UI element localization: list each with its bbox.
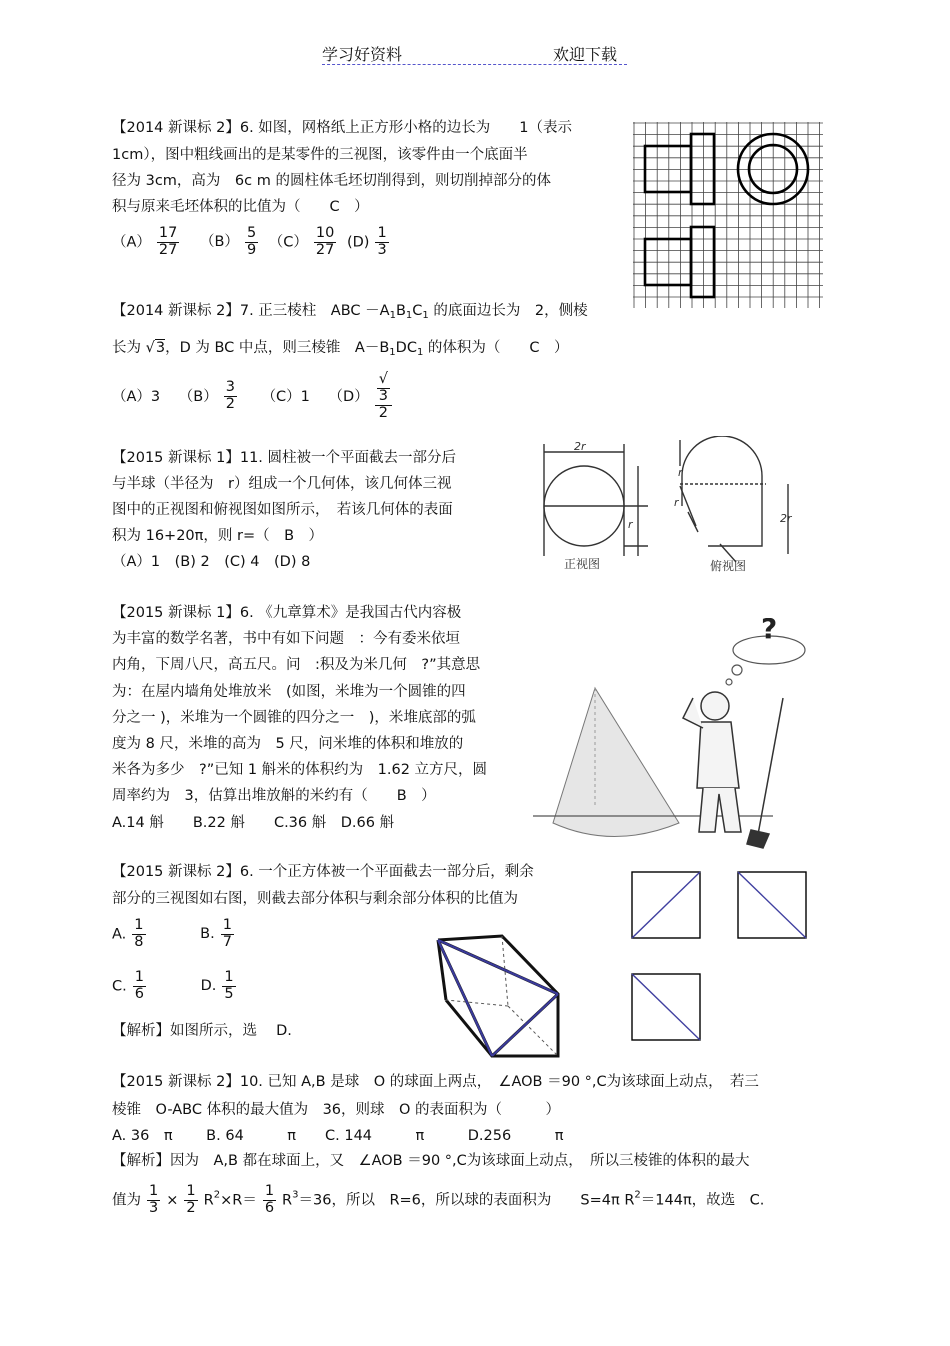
q4-line: 内角，下周八尺，高五尺。问 :积及为米几何 ?”其意思 <box>112 657 481 673</box>
q4-line: 米各为多少 ?”已知 1 斛米的体积约为 1.62 立方尺，圆 <box>112 762 488 778</box>
q4-line: A.14 斛 B.22 斛 C.36 斛 D.66 斛 <box>112 815 395 831</box>
q6-line1: 【2015 新课标 2】10. 已知 A,B 是球 O 的球面上两点， ∠AOB ＝90 °,C为该球面上动点， 若三 <box>112 1074 759 1090</box>
q5-option-label: C. <box>112 978 127 995</box>
q2-option-d-fraction: √ 3 2 <box>375 372 392 422</box>
q3-label-2r: 2r <box>574 440 586 453</box>
q5-three-views <box>630 870 812 1042</box>
q5-line: 【2015 新课标 2】6. 一个正方体被一个平面截去一部分后，剩余 <box>112 864 534 880</box>
q1-grid-figure <box>633 122 823 308</box>
q5-option-label: D. <box>200 978 217 995</box>
q4-line: 分之一 )，米堆为一个圆锥的四分之一 )，米堆底部的弧 <box>112 710 476 726</box>
q5-options-row1 <box>112 918 240 951</box>
q4-question-mark: ? <box>761 618 778 645</box>
q5-line: 部分的三视图如右图，则截去部分体积与剩余部分体积的比值为 <box>112 891 518 907</box>
header-right: 欢迎下载 <box>553 45 618 64</box>
q2-options <box>112 372 398 422</box>
q3-front-view-caption: 正视图 <box>564 557 601 571</box>
q5-option-fraction: $\frac{1}{7}$ <box>222 917 232 950</box>
q1-option-fraction: $\frac{5}{9}$ <box>246 225 257 258</box>
q5-option-label: A. <box>112 926 127 943</box>
q6-line4: 【解析】因为 A,B 都在球面上，又 ∠AOB ＝90 °,C为该球面上动点， 所以三棱锥的体积的最大 <box>112 1153 750 1169</box>
q5-option-fraction: $\frac{1}{5}$ <box>224 969 234 1002</box>
q6-line2: 棱锥 O-ABC 体积的最大值为 36，则球 O 的表面积为（ ） <box>112 1102 561 1118</box>
q1-option-fraction: $\frac{17}{27}$ <box>158 225 178 258</box>
q3-label-r: r <box>628 518 633 531</box>
q3-line: 积为 16+20π，则 r=（ B ） <box>112 528 324 544</box>
q2-option-a: （A）3 <box>112 388 161 405</box>
q2-option-b: （B） <box>178 388 218 405</box>
header-divider <box>322 64 627 65</box>
q6-solution-formula: 值为 $\frac{1}{3}$ × $\frac{1}{2}$ $R^2\times R=$ $\frac{1}{6}$ $R^3=36$，所以 R=6，所以球的表面积为 S=4π $R^2=144\pi$，故选 C. <box>112 1183 765 1216</box>
q2-line1: 【2014 新课标 2】7. 正三棱柱 ABC $-A_1B_1C_1$ 的底面边长为 2，侧棱 <box>112 303 588 321</box>
q2-option-d: （D） <box>328 388 369 405</box>
q3-figure <box>530 436 810 576</box>
q5-options-row2 <box>112 970 242 1003</box>
q3-label-2r-side: 2r <box>780 512 792 525</box>
q4-line: 【2015 新课标 1】6. 《九章算术》是我国古代内容极 <box>112 605 462 621</box>
q2-option-b-fraction: $\frac{3}{2}$ <box>225 379 235 413</box>
q1-option-fraction: $\frac{1}{3}$ <box>377 225 387 258</box>
q5-cube-figure <box>432 930 582 1058</box>
q3-top-view-caption: 俯视图 <box>710 559 747 573</box>
q1-option-label: (D) <box>346 234 370 251</box>
q2-line2: 长为 √3，D 为 BC 中点，则三棱锥 $A-B_1DC_1$ 的体积为（ C ） <box>112 340 569 358</box>
q1-option-label: （C） <box>268 234 308 251</box>
q3-label-r3: r <box>674 496 679 509</box>
q1-line: 1cm），图中粗线画出的是某零件的三视图，该零件由一个底面半 <box>112 147 528 163</box>
q1-line: 【2014 新课标 2】6. 如图，网格纸上正方形小格的边长为 1（表示 <box>112 120 573 136</box>
q5-option-label: B. <box>200 926 215 943</box>
q3-line: 图中的正视图和俯视图如图所示， 若该几何体的表面 <box>112 502 453 518</box>
q6-line3: A. 36 π B. 64 π C. 144 π D.256 π <box>112 1128 564 1144</box>
q1-option-fraction: $\frac{10}{27}$ <box>315 225 335 258</box>
header-left: 学习好资料 <box>322 45 403 64</box>
q2-option-c: （C）1 <box>261 388 310 405</box>
q4-line: 周率约为 3，估算出堆放斛的米约有（ B ） <box>112 788 436 804</box>
q1-option-label: （A） <box>112 234 151 251</box>
q1-line: 径为 3cm，高为 6c m 的圆柱体毛坯切削得到，则切削掉部分的体 <box>112 173 551 189</box>
q3-line: 【2015 新课标 1】11. 圆柱被一个平面截去一部分后 <box>112 450 457 466</box>
q4-line: 度为 8 尺，米堆的高为 5 尺，问米堆的体积和堆放的 <box>112 736 464 752</box>
q1-line: 积与原来毛坯体积的比值为（ C ） <box>112 199 369 215</box>
q4-rice-pile-illustration <box>533 618 817 852</box>
q3-label-r2: r <box>678 466 683 479</box>
q3-line: 与半球（半径为 r）组成一个几何体，该几何体三视 <box>112 476 452 492</box>
q4-line: 为：在屋内墙角处堆放米 (如图，米堆为一个圆锥的四 <box>112 684 466 700</box>
q5-option-fraction: $\frac{1}{6}$ <box>134 969 144 1002</box>
q5-answer: 【解析】如图所示，选 D. <box>112 1023 292 1039</box>
q5-option-fraction: $\frac{1}{8}$ <box>134 917 144 950</box>
q1-options <box>112 226 395 259</box>
q4-line: 为丰富的数学名著，书中有如下问题 ：今有委米依垣 <box>112 631 460 647</box>
q3-line: （A）1 (B) 2 (C) 4 (D) 8 <box>112 554 311 570</box>
q1-option-label: （B） <box>199 234 239 251</box>
